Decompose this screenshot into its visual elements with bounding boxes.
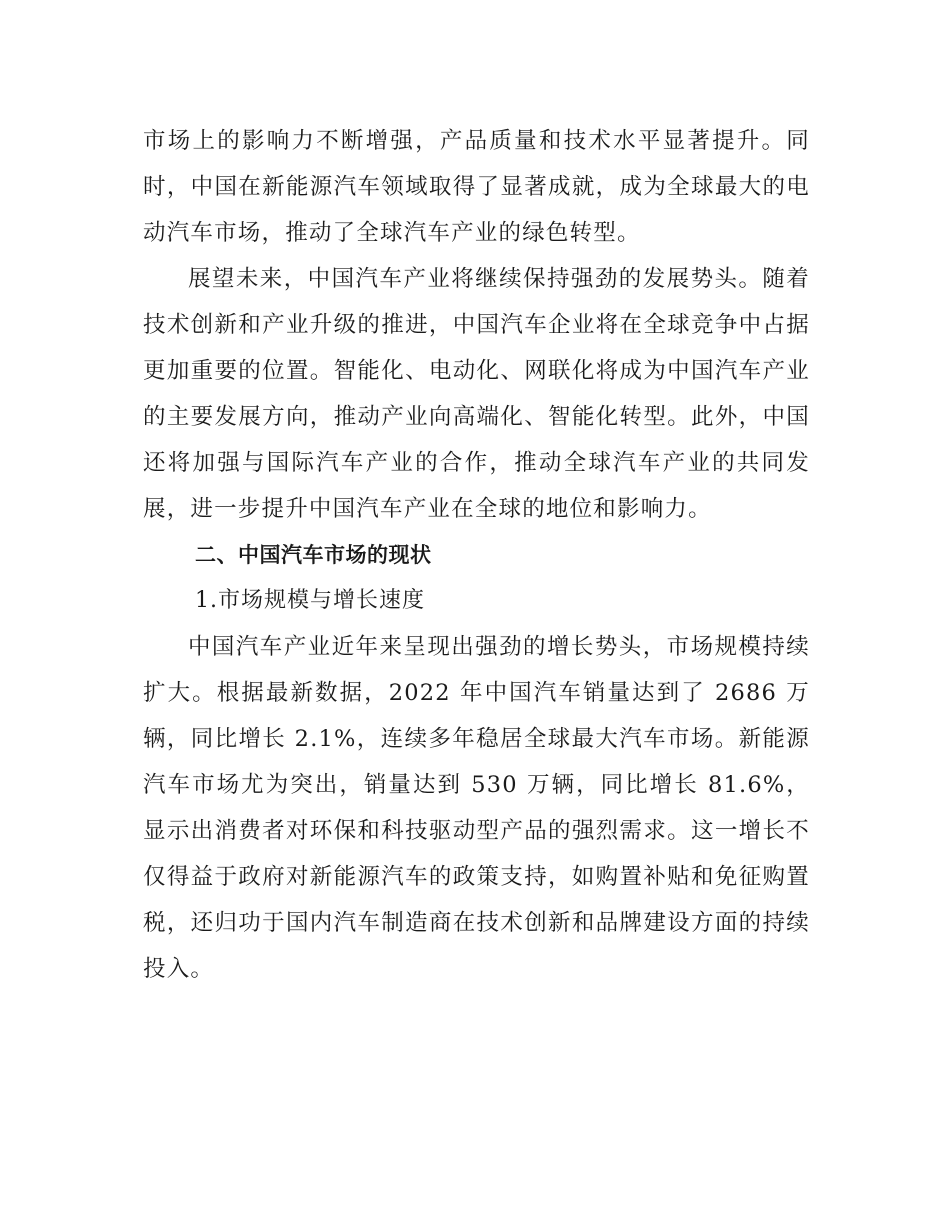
section-heading: 二、中国汽车市场的现状	[195, 543, 432, 567]
paragraph-outlook: 展望未来，中国汽车产业将继续保持强劲的发展势头。随着技术创新和产业升级的推进，中国汽车企业将在全球竞争中占据更加重要的位置。智能化、电动化、网联化将成为中国汽车产业的主要发展方向，推动产业向高端化、智能化转型。此外，中国还将加强与国际汽车产业的合作，推动全球汽车产业的共同发展，进一步提升中国汽车产业在全球的地位和影响力。	[143, 266, 810, 522]
paragraph-market-scale: 中国汽车产业近年来呈现出强劲的增长势头，市场规模持续扩大。根据最新数据，2022 年中国汽车销量达到了 2686 万辆，同比增长 2.1%，连续多年稳居全球最大汽车市场。新能源汽车市场尤为突出，销量达到 530 万辆，同比增长 81.6%，显示出消费者对环保和科技驱动型产品的强烈需求。这一增长不仅得益于政府对新能源汽车的政策支持，如购置补贴和免征购置税，还归功于国内汽车制造商在技术创新和品牌建设方面的持续投入。	[143, 634, 810, 982]
paragraph-continued: 市场上的影响力不断增强，产品质量和技术水平显著提升。同时，中国在新能源汽车领域取得了显著成就，成为全球最大的电动汽车市场，推动了全球汽车产业的绿色转型。	[143, 128, 810, 246]
document-body	[143, 118, 810, 992]
subsection-heading: 1.市场规模与增长速度	[195, 588, 425, 613]
